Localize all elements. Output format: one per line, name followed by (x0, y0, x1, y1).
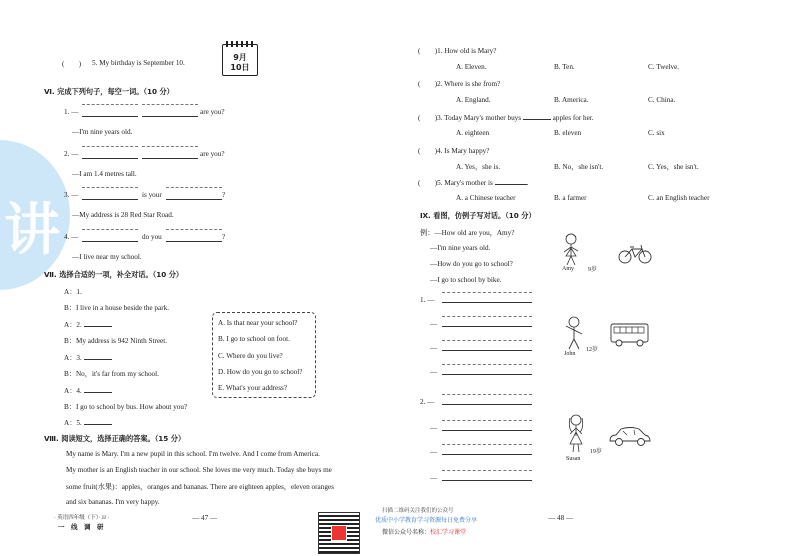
answer-blank[interactable] (84, 353, 112, 360)
wechat-name: 校汇学习课堂 (430, 529, 467, 536)
mc-question-3-tail: apples for her. (552, 114, 594, 122)
answer-blank[interactable] (82, 158, 138, 159)
dialogue-line: A：1. (64, 288, 82, 296)
dash-mark: — (430, 344, 438, 352)
dash-mark: — (430, 448, 438, 456)
mc-question-2: ( )2. Where is she from? (418, 80, 501, 88)
promo-slogan: 优质中小学教育学习资源每日免费分享 (375, 517, 478, 524)
sec6-item-1-tail: are you? (200, 108, 225, 116)
susan-label: Susan (566, 456, 581, 462)
item-1-label: 1. — (420, 296, 435, 304)
mc-1-option-c: C. Twelve. (648, 63, 680, 71)
page-number-left: — 47 — (192, 514, 218, 522)
mc-question-4: ( )4. Is Mary happy? (418, 147, 490, 155)
section-7-title: Ⅶ. 选择合适的一项，补全对话。（10 分） (44, 270, 184, 279)
mc-question-3: ( )3. Today Mary's mother buys (418, 114, 522, 122)
sec6-item-1-num: 1. — (64, 108, 79, 116)
bicycle-icon (618, 244, 652, 264)
john-label: John (564, 351, 576, 357)
mc-5-option-a: A. a Chinese teacher (456, 194, 516, 202)
footer-series: · 英语四年级（下）· JJ · (54, 515, 110, 521)
question-5-bracket: ( ) (62, 60, 82, 68)
footer-brand: 一 线 调 研 (58, 523, 104, 531)
dash-mark: — (430, 474, 438, 482)
boy-john-illustration (562, 316, 588, 352)
car-icon (608, 426, 652, 448)
passage-line: My name is Mary. I'm a new pupil in this school. I'm twelve. And I come from America. (66, 450, 320, 458)
question-5-text: 5. My birthday is September 10. (92, 59, 185, 67)
mc-3-option-b: B. eleven (554, 129, 582, 137)
sec6-item-3-answer: —My address is 28 Red Star Road. (72, 211, 174, 219)
girl-susan-illustration (564, 414, 590, 454)
answer-blank[interactable] (84, 418, 112, 425)
mc-5-option-c: C. an English teacher (648, 194, 710, 202)
amy-age: 9岁 (588, 267, 598, 273)
example-line: —I'm nine years old. (430, 244, 491, 252)
mc-2-option-c: C. China. (648, 96, 676, 104)
writing-line[interactable] (442, 350, 532, 351)
mc-2-option-a: A. England. (456, 96, 491, 104)
option-c: C. Where do you live? (218, 352, 283, 360)
writing-line[interactable] (442, 480, 532, 481)
writing-line[interactable] (442, 326, 532, 327)
answer-blank[interactable] (84, 386, 112, 393)
john-age: 12岁 (586, 347, 599, 353)
mc-1-option-a: A. Eleven. (456, 63, 487, 71)
example-line: —I go to school by bike. (430, 276, 502, 284)
answer-blank[interactable] (142, 116, 198, 117)
sec6-item-4-num: 4. — (64, 233, 79, 241)
item-2-label: 2. — (420, 398, 435, 406)
wechat-label: 微信公众号名称： (382, 529, 431, 536)
section-9-title: Ⅸ. 看图，仿例子写对话。（10 分） (420, 211, 536, 220)
mc-4-option-c: C. Yes，she isn't. (648, 163, 699, 171)
dialogue-line: A：5. (64, 419, 82, 427)
qr-logo (331, 525, 347, 541)
answer-blank[interactable] (166, 199, 222, 200)
sec6-item-4-mid: do you (142, 233, 162, 241)
answer-blank[interactable] (523, 113, 551, 120)
dialogue-line: A：3. (64, 354, 82, 362)
watermark-character: 讲 (4, 198, 60, 263)
mc-3-option-a: A. eighteen (456, 129, 490, 137)
mc-3-option-c: C. six (648, 129, 665, 137)
dialogue-line: B：No，it's far from my school. (64, 370, 159, 378)
example-line: 例：—How old are you，Amy? (420, 229, 515, 237)
sec6-item-1-answer: —I'm nine years old. (72, 128, 133, 136)
answer-blank[interactable] (82, 199, 138, 200)
qr-caption: 扫描二维码关注我们的公众号 (382, 508, 454, 514)
sec6-item-4-tail: ? (222, 233, 226, 241)
section-8-title: Ⅷ. 阅读短文，选择正确的答案。（15 分） (44, 434, 186, 443)
mc-question-5-tail: . (526, 179, 529, 187)
option-a: A. Is that near your school? (218, 319, 298, 327)
mc-2-option-b: B. America. (554, 96, 589, 104)
answer-blank[interactable] (82, 116, 138, 117)
girl-amy-illustration (558, 232, 586, 268)
section-6-title: Ⅵ. 完成下列句子，每空一词。（10 分） (44, 87, 174, 96)
passage-line: some fruit(水果)：apples，oranges and bananas. There are eighteen apples，eleven oranges (66, 483, 334, 491)
sec6-item-3-num: 3. — (64, 191, 79, 199)
mc-question-5: ( )5. Mary's mother is (418, 179, 493, 187)
dash-mark: — (430, 320, 438, 328)
dialogue-line: B：I live in a house beside the park. (64, 304, 169, 312)
sec6-item-3-tail: ? (222, 191, 226, 199)
bus-icon (610, 322, 650, 348)
example-line: —How do you go to school? (430, 260, 513, 268)
writing-line[interactable] (442, 302, 532, 303)
page-number-right: — 48 — (548, 514, 574, 522)
right-page (400, 0, 800, 556)
answer-blank[interactable] (82, 241, 138, 242)
dialogue-line: A：4. (64, 387, 82, 395)
mc-question-1: ( )1. How old is Mary? (418, 47, 497, 55)
sec6-item-2-tail: are you? (200, 150, 225, 158)
sec6-item-2-answer: —I am 1.4 metres tall. (72, 170, 137, 178)
answer-blank[interactable] (495, 178, 527, 185)
option-b: B. I go to school on foot. (218, 335, 290, 343)
mc-5-option-b: B. a farmer (554, 194, 587, 202)
amy-label: Amy (562, 266, 574, 272)
dash-mark: — (430, 424, 438, 432)
writing-line[interactable] (442, 374, 532, 375)
sec6-item-3-mid: is your (142, 191, 162, 199)
dialogue-line: B：My address is 942 Ninth Street. (64, 337, 168, 345)
passage-line: and six bananas. I'm very happy. (66, 498, 160, 506)
answer-blank[interactable] (166, 241, 222, 242)
calendar-month: 9月 (233, 53, 247, 62)
dialogue-line: B：I go to school by bus. How about you? (64, 403, 188, 411)
dialogue-line: A：2. (64, 321, 82, 329)
susan-age: 19岁 (590, 449, 603, 455)
dash-mark: — (430, 368, 438, 376)
calendar-icon (222, 44, 258, 76)
mc-4-option-a: A. Yes，she is. (456, 163, 501, 171)
passage-line: My mother is an English teacher in our school. She loves me very much. Today she buys me (66, 466, 332, 474)
option-e: E. What's your address? (218, 384, 288, 392)
writing-line[interactable] (442, 454, 532, 455)
writing-line[interactable] (442, 430, 532, 431)
mc-4-option-b: B. No，she isn't. (554, 163, 604, 171)
option-d: D. How do you go to school? (218, 368, 303, 376)
answer-blank[interactable] (142, 158, 198, 159)
answer-blank[interactable] (84, 320, 112, 327)
writing-line[interactable] (442, 404, 532, 405)
calendar-day: 10日 (230, 63, 250, 72)
sec6-item-2-num: 2. — (64, 150, 79, 158)
mc-1-option-b: B. Ten. (554, 63, 575, 71)
sec6-item-4-answer: —I live near my school. (72, 253, 142, 261)
